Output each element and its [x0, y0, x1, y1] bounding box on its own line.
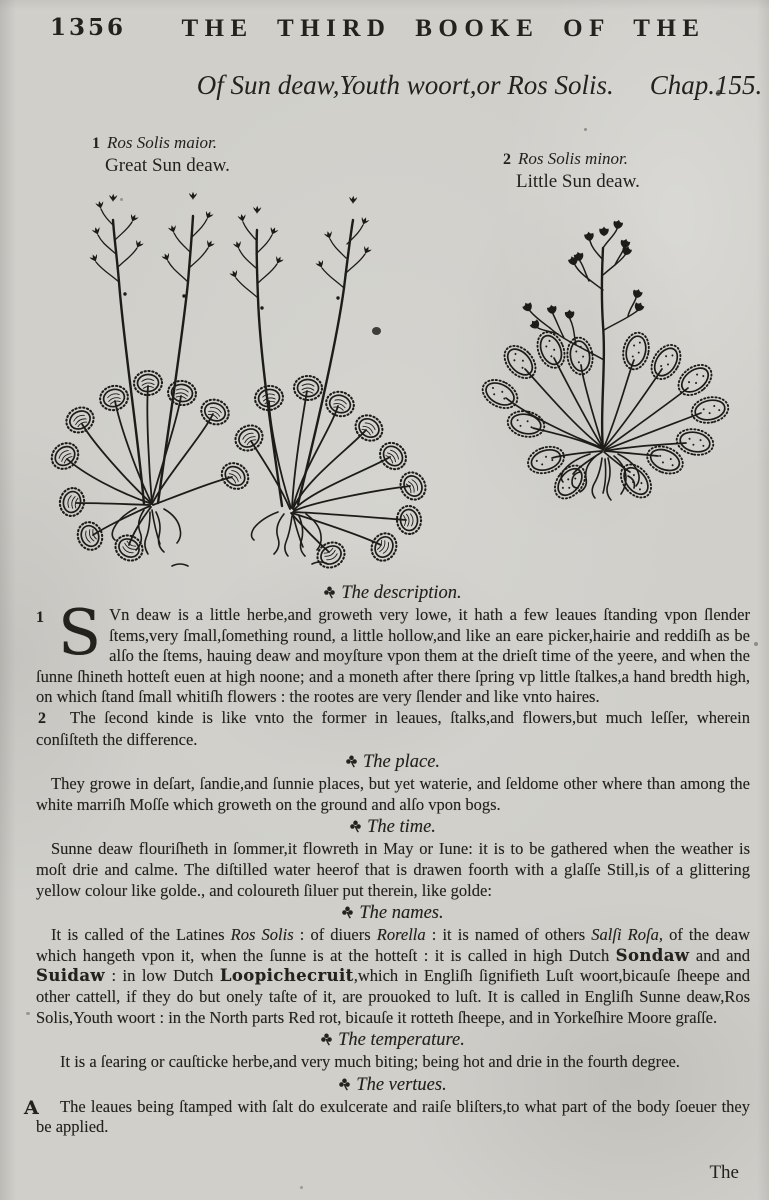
- section-heading-text: The place.: [362, 752, 441, 773]
- fleuron-icon: [342, 906, 353, 919]
- ink-spot: [584, 128, 587, 131]
- margin-letter: A: [24, 1096, 39, 1119]
- names-text: and and: [689, 945, 750, 965]
- section-heading-text: The description.: [341, 583, 462, 603]
- figure-1-caption: [92, 132, 230, 176]
- vertues-paragraph: The leaues being ſtamped with ſalt do exulcerate and raiſe bliſters,to what part of the body ſoeuer they be applied.: [36, 1096, 750, 1137]
- figure-1-number: 1: [92, 135, 100, 152]
- chapter-heading: [0, 70, 769, 101]
- ink-spot: [300, 1186, 303, 1189]
- fleuron-icon: [346, 755, 357, 768]
- ink-spot: [26, 1012, 30, 1015]
- paragraph-number: 1: [36, 609, 44, 626]
- description-paragraph-2: [36, 708, 750, 750]
- latin-term: Rorella: [376, 925, 426, 945]
- running-title: THE THIRD BOOKE OF THE: [181, 15, 706, 42]
- dutch-term: Sondaw: [615, 945, 690, 965]
- figure-1-common-name: Great Sun deaw.: [105, 155, 230, 176]
- section-heading-description: [36, 583, 750, 604]
- section-heading-text: The time.: [367, 817, 436, 838]
- section-heading-names: [36, 903, 750, 924]
- fleuron-icon: [339, 1078, 350, 1091]
- latin-term: Ros Solis: [230, 925, 294, 945]
- names-text: ,which in Engliſh ſignifieth Luſt woort,bicauſe ſheepe and other cattell, if they do but onely taſte of it, are prouoked to luſt. It is called in Engliſh Sunne deaw,Ros Solis,Youth woort : in the North parts Red rot, bicauſe it rotteth ſheepe, and in Yorkeſhire Moore graſſe.: [36, 966, 750, 1027]
- paragraph-text: The ſecond kinde is like vnto the former in leaues, ſtalks,and flowers,but much leſſer, wherein conſiſteth the difference.: [36, 707, 750, 749]
- section-heading-text: The names.: [359, 903, 444, 924]
- page-number: 1356: [50, 14, 127, 41]
- description-paragraph-1: [36, 596, 750, 708]
- names-text: , of the deaw which hangeth vpon it, when the ſunne is at the hotteſt : it is called in high Dutch: [36, 925, 751, 965]
- chapter-number: Chap.155.: [649, 70, 763, 100]
- fleuron-icon: [324, 586, 335, 599]
- vertues-block: [24, 1096, 750, 1138]
- section-heading-place: [36, 752, 750, 773]
- great-sundew-woodcut: [32, 186, 456, 574]
- section-heading-text: The vertues.: [356, 1074, 447, 1095]
- names-text: : of diuers: [293, 925, 377, 945]
- names-text: : it is named of others: [425, 925, 592, 945]
- latin-term: Salſi Roſa: [591, 925, 659, 945]
- names-paragraph: [36, 925, 750, 1028]
- figure-2-common-name: Little Sun deaw.: [516, 171, 640, 192]
- main-text-block: [24, 581, 751, 1138]
- fleuron-icon: [321, 1033, 332, 1046]
- chapter-title: Of Sun deaw,Youth woort,or Ros Solis.: [196, 70, 614, 100]
- paragraph-text: Vn deaw is a little herbe,and groweth very lowe, it hath a few leaues ſtanding vpon ſlender ſtems,very ſmall,ſomething round, a little hollow,and like an eare picker,hairie and reddiſh as be alſo the ſtems, hauing deaw and moyſture vpon them at the drieſt time of the yeere, and when the ſunne ſhineth hotteſt euen at high noone; and a moneth after there ſpring vp little ſtalkes,a hand bredth high, on which ſtand ſmall whitiſh flowers : the rootes are very ſlender and like vnto haires.: [36, 605, 750, 707]
- section-heading-temperature: [36, 1030, 750, 1051]
- figure-2-number: 2: [503, 151, 511, 168]
- catchword: The: [709, 1162, 739, 1183]
- place-paragraph: They growe in deſart, ſandie,and ſunnie places, but yet waterie, and ſeldome other where than among the white marriſh Moſſe which groweth on the ground and alſo vpon bogs.: [36, 774, 750, 814]
- paragraph-number: 2: [38, 709, 46, 727]
- dutch-term: Suidaw: [36, 966, 106, 986]
- section-heading-time: [36, 817, 750, 838]
- figure-2-caption: [503, 148, 640, 192]
- ink-spot: [754, 642, 758, 646]
- figure-1-latin-name: Ros Solis maior.: [107, 133, 218, 152]
- little-sundew-woodcut: [468, 210, 746, 522]
- drop-cap: S: [58, 596, 102, 669]
- names-text: It is called of the Latines: [51, 925, 231, 945]
- dutch-term: Loopichecruit: [219, 966, 354, 986]
- temperature-paragraph: It is a ſearing or cauſticke herbe,and very much biting; being hot and drie in the fourth degree.: [60, 1052, 680, 1072]
- names-text: : in low Dutch: [105, 966, 220, 986]
- fleuron-icon: [350, 820, 361, 833]
- time-paragraph: Sunne deaw flouriſheth in ſommer,it flowreth in May or Iune: it is to be gathered when the weather is moſt drie and calme. The diſtilled water heerof that is drawen foorth with a glaſſe Still,is of a glittering yellow colour like golde., and coloureth ſiluer put therein, like golde:: [36, 839, 750, 900]
- section-heading-text: The temperature.: [338, 1030, 465, 1051]
- figure-2-latin-name: Ros Solis minor.: [518, 149, 629, 168]
- section-heading-vertues: [36, 1075, 750, 1096]
